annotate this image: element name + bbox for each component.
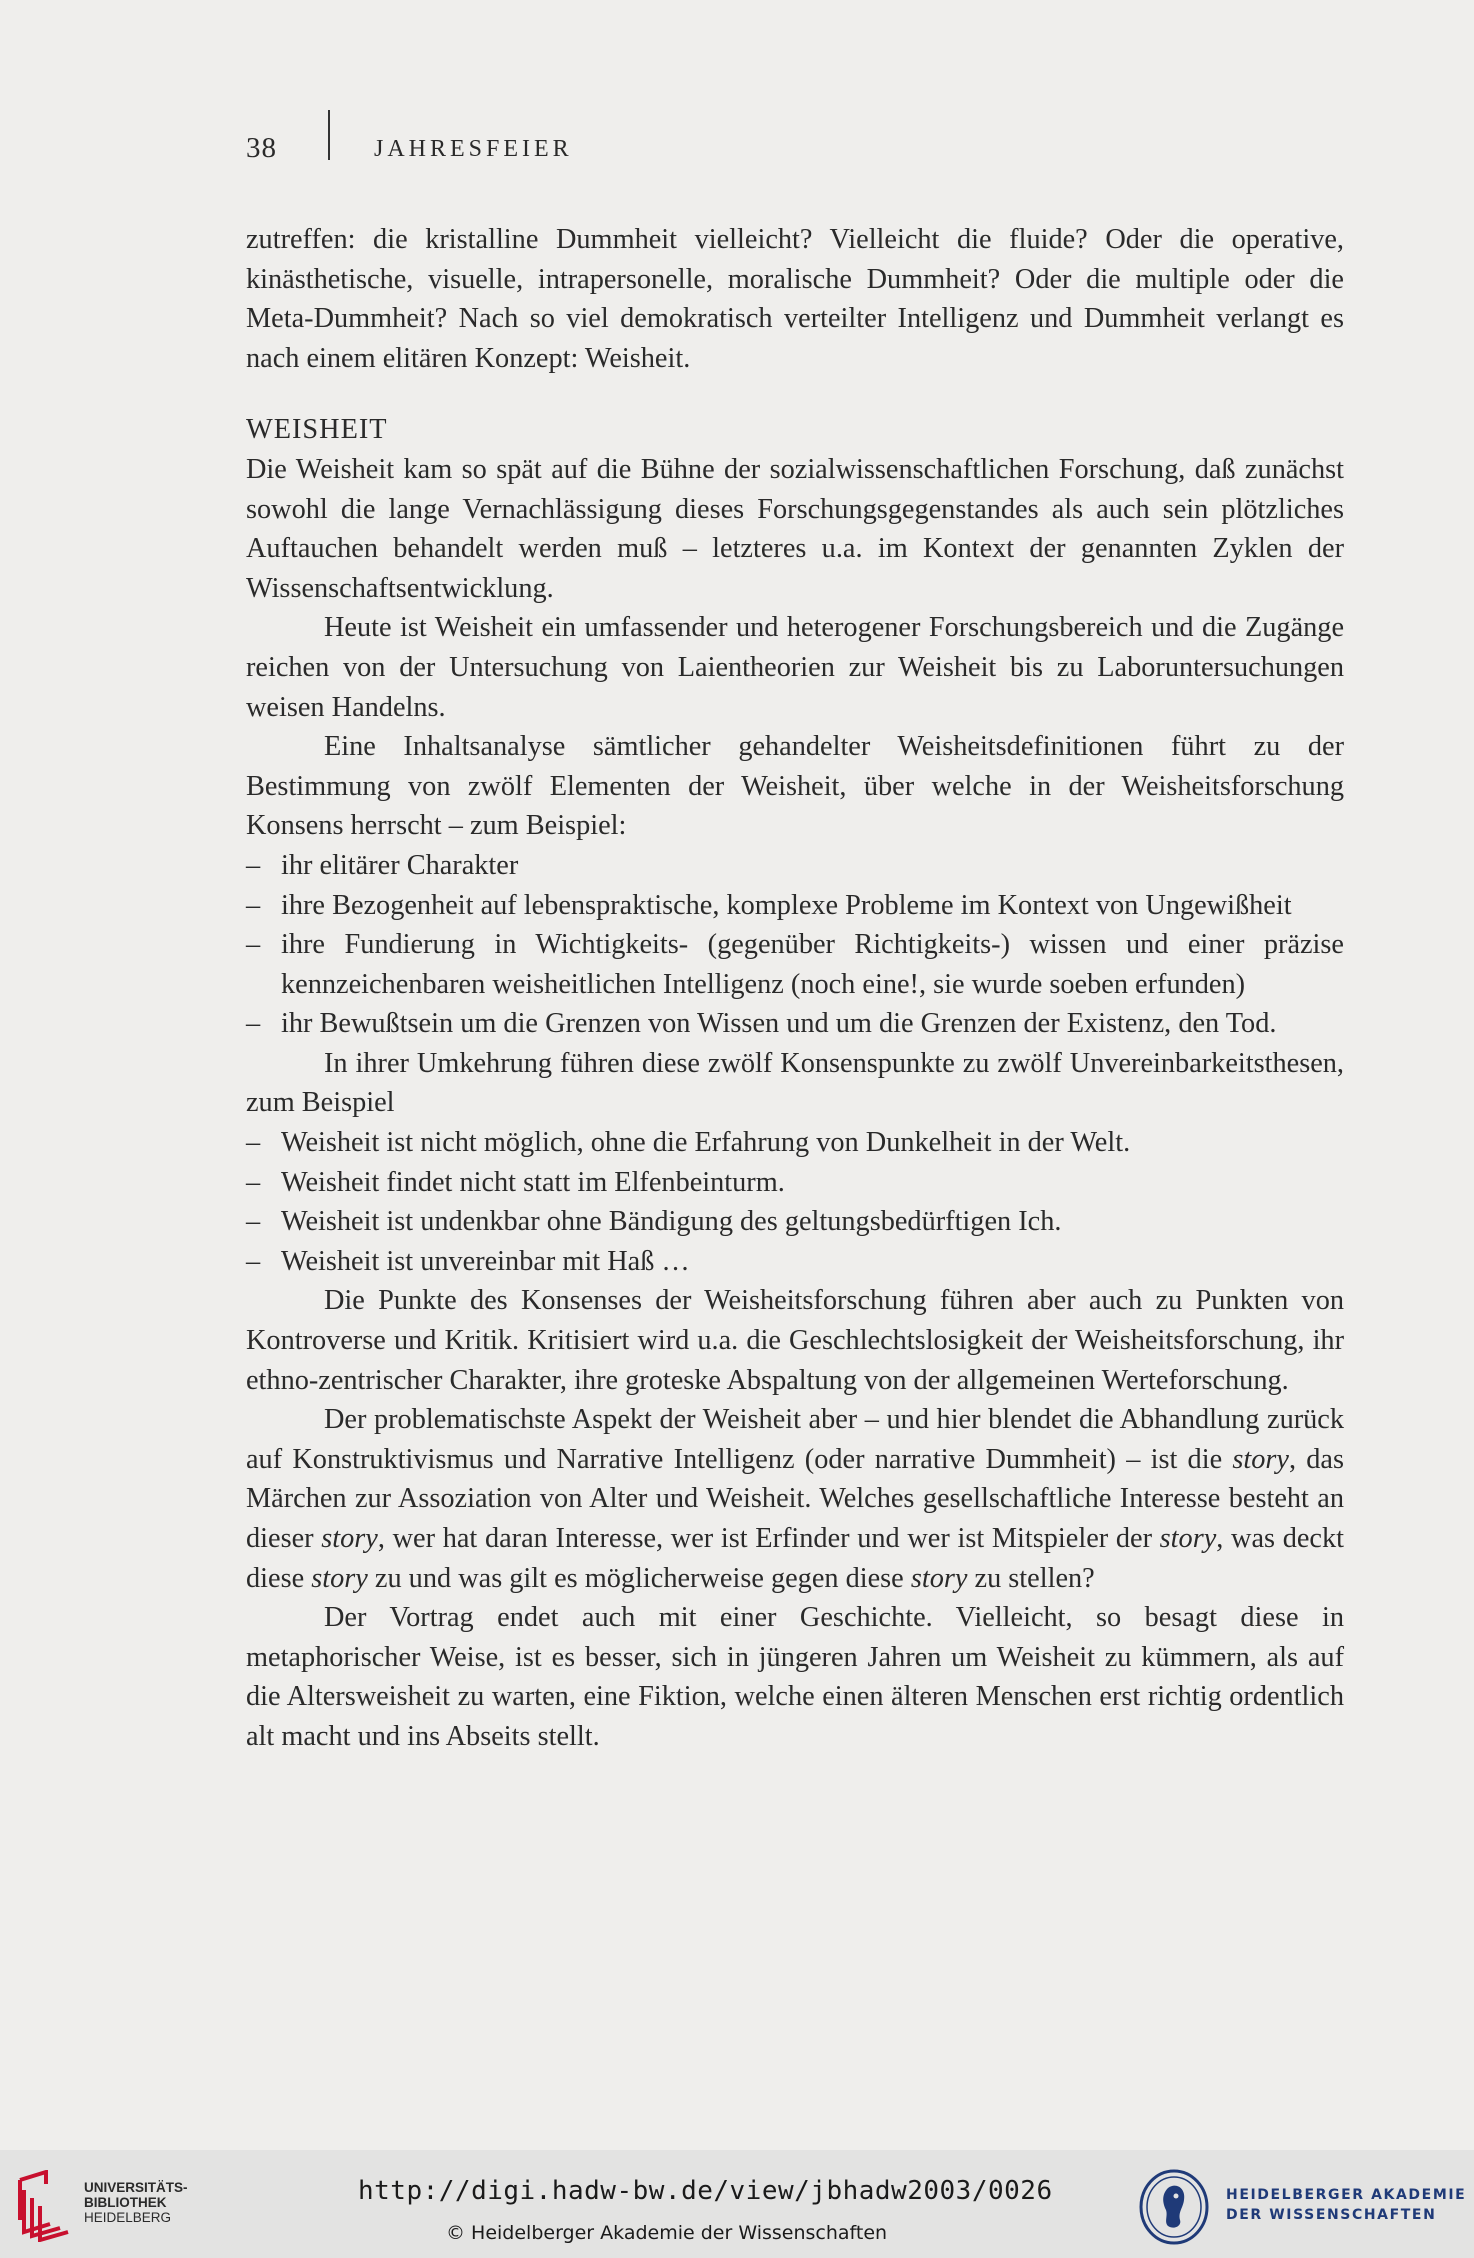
university-library-name: [84, 2180, 188, 2225]
paragraph: Der Vortrag endet auch mit einer Geschichte. Vielleicht, so besagt diese in metaphorischer Weise, ist es besser, sich in jüngeren Jahren um Weisheit zu kümmern, als auf die Altersweisheit zu warten, eine Fiktion, welche einen älteren Menschen erst richtig ordentlich alt macht und ins Abseits stellt.: [246, 1602, 1344, 1752]
list-item: [246, 1004, 1344, 1044]
library-line: BIBLIOTHEK: [84, 2195, 167, 2210]
emphasis: story: [1232, 1443, 1289, 1475]
dash-bullet: –: [246, 1008, 261, 1040]
viewer-footer: [0, 2150, 1474, 2258]
library-line: HEIDELBERG: [84, 2210, 172, 2225]
list-item-text: Weisheit ist nicht möglich, ohne die Erfahrung von Dunkelheit in der Welt.: [281, 1127, 1131, 1159]
list-item: [246, 886, 1344, 926]
dash-bullet: –: [246, 1127, 261, 1159]
dash-bullet: –: [246, 1166, 261, 1198]
paragraph: Heute ist Weisheit ein umfassender und heterogener Forschungsbereich und die Zugänge reichen von der Untersuchung von Laientheorien zur Weisheit bis zu Laboruntersuchungen weisen Handelns.: [246, 612, 1344, 723]
academy-line: DER WISSENSCHAFTEN: [1226, 2207, 1437, 2223]
list-item-text: ihr Bewußtsein um die Grenzen von Wissen und um die Grenzen der Existenz, den Tod.: [281, 1008, 1277, 1040]
text-run: zu und was gilt es möglicherweise gegen diese: [367, 1562, 911, 1594]
copyright-notice: © Heidelberger Akademie der Wissenschaften: [446, 2222, 888, 2244]
section-heading: WEISHEIT: [246, 414, 388, 446]
paragraph: zutreffen: die kristalline Dummheit vielleicht? Vielleicht die fluide? Oder die operative, kinästhetische, visuelle, intrapersonelle, moralische Dummheit? Oder die multiple oder die Meta-Dummheit? Nach so viel demokratisch verteilter Intelligenz und Dummheit verlangt es nach einem elitären Konzept: Weisheit.: [246, 224, 1344, 374]
dash-bullet: –: [246, 1206, 261, 1238]
list-item: [246, 1242, 1344, 1282]
academy-name: [1226, 2185, 1466, 2225]
list-item: [246, 925, 1344, 1004]
emphasis: story: [910, 1562, 968, 1594]
text-run: Der problematischste Aspekt der Weisheit aber – und hier blendet die Abhandlung zurück auf Konstruktivismus und Narrative Intelligenz (oder narrative Dummheit) – ist die: [246, 1404, 1344, 1475]
academy-seal-icon[interactable]: [1138, 2168, 1210, 2246]
emphasis: story: [311, 1562, 368, 1594]
list-item: [246, 1123, 1344, 1163]
page-number: 38: [246, 132, 277, 164]
library-line: UNIVERSITÄTS-: [84, 2180, 188, 2195]
permalink-url[interactable]: http://digi.hadw-bw.de/view/jbhadw2003/0026: [358, 2176, 1053, 2206]
consensus-list: [246, 846, 1344, 1044]
text-run: , das Märchen zur Assoziation von Alter und Weisheit. Welches gesellschaftliche Interesse besteht an dieser: [246, 1443, 1344, 1554]
emphasis: story: [321, 1523, 378, 1554]
dash-bullet: –: [246, 849, 261, 881]
list-item-text: Weisheit ist unvereinbar mit Haß …: [281, 1245, 690, 1277]
list-item: [246, 846, 1344, 886]
text-run: , was deckt diese: [246, 1523, 1344, 1594]
list-item-text: ihre Bezogenheit auf lebenspraktische, komplexe Probleme im Kontext von Ungewißheit: [281, 889, 1292, 921]
list-item-text: Weisheit ist undenkbar ohne Bändigung des geltungsbedürftigen Ich.: [281, 1206, 1062, 1238]
paragraph: Die Punkte des Konsenses der Weisheitsforschung führen aber auch zu Punkten von Kontroverse und Kritik. Kritisiert wird u.a. die Geschlechtslosigkeit der Weisheitsforschung, ihr ethno-zentrischer Charakter, ihre groteske Abspaltung von der allgemeinen Werteforschung.: [246, 1285, 1344, 1396]
dash-bullet: –: [246, 889, 261, 921]
list-item: [246, 1163, 1344, 1203]
university-library-logo-icon[interactable]: [16, 2170, 72, 2242]
paragraph: Die Weisheit kam so spät auf die Bühne der sozialwissenschaftlichen Forschung, daß zunächst sowohl die lange Vernachlässigung dieses Forschungsgegenstandes als auch sein plötzliches Auftauchen behandelt werden muß – letzteres u.a. im Kontext der genannten Zyklen der Wissenschaftsentwicklung.: [246, 453, 1344, 604]
body-text: [246, 220, 1344, 1757]
running-title: JAHRESFEIER: [374, 136, 573, 162]
text-run: , wer hat daran Interesse, wer ist Erfinder und wer ist Mitspieler der: [377, 1523, 1160, 1554]
academy-line: HEIDELBERGER AKADEMIE: [1226, 2187, 1467, 2203]
dash-bullet: –: [246, 929, 261, 961]
paragraph: In ihrer Umkehrung führen diese zwölf Konsenspunkte zu zwölf Unvereinbarkeitsthesen, zum Beispiel: [246, 1047, 1344, 1119]
list-item: [246, 1202, 1344, 1242]
list-item-text: ihr elitärer Charakter: [281, 849, 519, 881]
paragraph: Eine Inhaltsanalyse sämtlicher gehandelter Weisheitsdefinitionen führt zu der Bestimmung von zwölf Elementen der Weisheit, über welche in der Weisheitsforschung Konsens herrscht – zum Beispiel:: [246, 731, 1344, 842]
list-item-text: ihre Fundierung in Wichtigkeits- (gegenüber Richtigkeits-) wissen und einer präzise kennzeichenbaren weisheitlichen Intelligenz (noch eine!, sie wurde soeben erfunden): [281, 929, 1344, 1000]
paragraph: [246, 1400, 1344, 1598]
emphasis: story: [1159, 1523, 1217, 1554]
header-divider: [328, 110, 330, 160]
dash-bullet: –: [246, 1245, 261, 1277]
incompatibility-list: [246, 1123, 1344, 1281]
list-item-text: Weisheit findet nicht statt im Elfenbeinturm.: [281, 1166, 785, 1198]
text-run: zu stellen?: [967, 1562, 1095, 1594]
